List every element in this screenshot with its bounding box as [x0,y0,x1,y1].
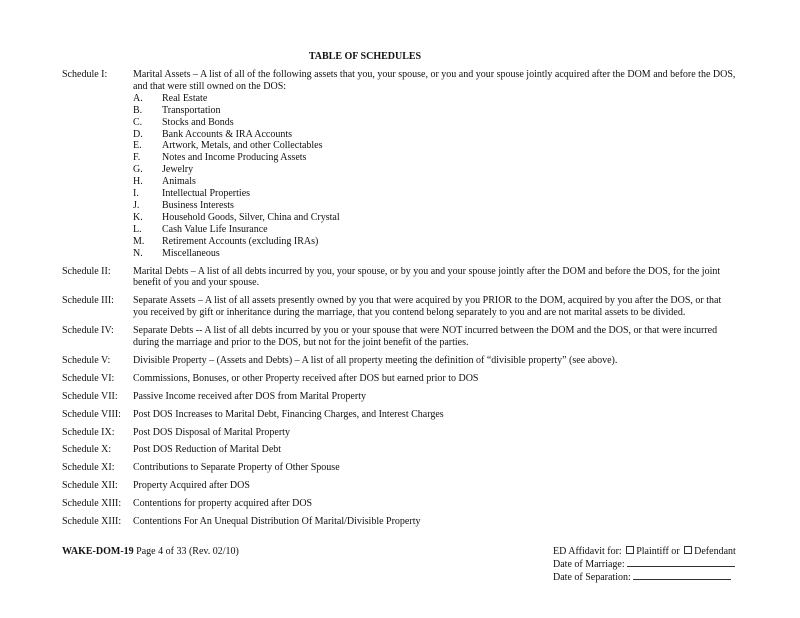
item-letter: C. [133,116,143,128]
asset-category-item [133,152,737,164]
item-letter: I. [133,188,139,200]
schedule-text: Post DOS Disposal of Marital Property [133,426,290,438]
asset-category-item [133,212,737,224]
schedule-description [133,444,737,456]
schedule-text: Commissions, Bonuses, or other Property received after DOS but earned prior to DOS [133,372,479,384]
schedule-list [62,69,742,534]
schedule-description [133,462,737,474]
schedule-label: Schedule XI: [62,462,115,474]
schedule-text: Post DOS Reduction of Marital Debt [133,444,282,456]
schedule-description [133,498,737,510]
schedule-label: Schedule IX: [62,426,115,438]
schedule-description [133,480,737,492]
item-text: Stocks and Bonds [162,116,234,128]
schedule-text: Marital Debts – A list of all debts incurred by you, your spouse, or by you and your spouse jointly after the DOM and before the DOS, for the joint benefit of you and your spouse. [133,265,721,289]
page-info: Page 4 of 33 (Rev. 02/10) [136,546,239,557]
asset-category-item [133,248,737,260]
schedule-row [62,355,742,367]
item-letter: E. [133,140,142,152]
affidavit-footer [553,546,736,584]
page-title: TABLE OF SCHEDULES [308,51,422,62]
item-letter: D. [133,128,143,140]
schedule-description [133,427,737,439]
schedule-description [133,69,737,260]
schedule-text: Contentions For An Unequal Distribution Of Marital/Divisible Property [133,516,421,528]
schedule-row [62,480,742,492]
schedule-row [62,409,742,421]
plaintiff-checkbox[interactable] [626,546,634,554]
asset-category-item [133,224,737,236]
item-text: Cash Value Life Insurance [162,223,268,235]
schedule-description [133,391,737,403]
item-letter: G. [133,164,143,176]
plaintiff-label: Plaintiff [636,546,669,557]
schedule-label: Schedule VI: [62,372,115,384]
schedule-description [133,295,737,319]
schedule-text: Contributions to Separate Property of Other Spouse [133,462,340,474]
asset-category-item [133,117,737,129]
asset-category-item [133,176,737,188]
schedule-label: Schedule VIII: [62,408,121,420]
schedule-text: Post DOS Increases to Marital Debt, Financing Charges, and Interest Charges [133,408,444,420]
item-text: Jewelry [162,164,194,176]
asset-category-item [133,164,737,176]
schedule-label: Schedule XIII: [62,516,122,528]
schedule-label: Schedule I: [62,69,108,80]
schedule-description [133,266,737,290]
date-of-separation-label: Date of Separation: [553,571,631,583]
asset-category-item [133,105,737,117]
schedule-label: Schedule X: [62,444,112,456]
defendant-checkbox[interactable] [684,546,692,554]
schedule-text: Separate Assets – A list of all assets presently owned by you that were acquired by you PRIOR to the DOM, acquired by you after the DOS, or that you received by gift or inheritance during the marriage, that you contend belong separately to you and are not marital assets to be divided. [133,295,722,319]
schedule-row [62,373,742,385]
item-letter: F. [133,152,141,164]
schedule-text: Separate Debts -- A list of all debts incurred by you or your spouse that were NOT incurred between the DOM and the DOS, or that were incurred during the marriage and prior to the DOS, but not for the joint benefit of the parties. [133,325,718,349]
schedule-text: Property Acquired after DOS [133,480,250,492]
schedule-description [133,373,737,385]
schedule-row [62,69,742,260]
or-text: or [671,546,680,557]
schedule-label: Schedule VII: [62,390,118,402]
schedule-row [62,462,742,474]
item-text: Business Interests [162,199,234,211]
item-letter: N. [133,247,143,259]
schedule-description [133,516,737,528]
asset-category-item [133,140,737,152]
schedule-label: Schedule XIII: [62,498,122,510]
schedule-row [62,391,742,403]
item-text: Real Estate [162,92,208,104]
affidavit-label: ED Affidavit for: [553,546,622,557]
date-of-marriage-label: Date of Marriage: [553,558,625,570]
asset-category-item [133,129,737,141]
schedule-label: Schedule III: [62,295,114,307]
schedule-row [62,427,742,439]
asset-category-item [133,236,737,248]
item-text: Retirement Accounts (excluding IRAs) [162,235,319,247]
form-footer [62,546,239,558]
schedule-text: Marital Assets – A list of all of the following assets that you, your spouse, or you and your spouse jointly acquired after the DOM and before the DOS, and that were still owned on the DOS: [133,69,736,92]
schedule-text: Passive Income received after DOS from Marital Property [133,390,366,402]
item-letter: B. [133,104,143,116]
item-text: Notes and Income Producing Assets [162,152,307,164]
schedule-label: Schedule II: [62,265,111,277]
schedule-label: Schedule XII: [62,480,118,492]
item-text: Bank Accounts & IRA Accounts [162,128,292,140]
item-text: Household Goods, Silver, China and Crystal [162,211,340,223]
schedule-row [62,498,742,510]
date-of-separation-field[interactable] [633,571,731,580]
schedule-description [133,409,737,421]
schedule-description [133,355,737,367]
schedule-text: Divisible Property – (Assets and Debts) – A list of all property meeting the definition of “divisible property” (see above). [133,354,618,366]
schedule-description [133,325,737,349]
schedule-row [62,295,742,319]
defendant-label: Defendant [694,546,736,557]
schedule-row [62,325,742,349]
schedule-text: Contentions for property acquired after DOS [133,498,313,510]
item-letter: M. [133,235,145,247]
item-text: Miscellaneous [162,247,220,259]
schedule-row [62,266,742,290]
schedule-label: Schedule IV: [62,325,114,337]
item-text: Transportation [162,104,221,116]
asset-category-item [133,200,737,212]
form-id: WAKE-DOM-19 [62,546,134,557]
date-of-marriage-field[interactable] [627,558,735,567]
item-text: Animals [162,176,196,188]
asset-category-item [133,93,737,105]
item-letter: H. [133,176,143,188]
schedule-row [62,516,742,528]
schedule-row [62,444,742,456]
asset-category-item [133,188,737,200]
item-letter: J. [133,199,140,211]
schedule-label: Schedule V: [62,354,111,366]
item-letter: L. [133,223,142,235]
item-letter: K. [133,211,143,223]
item-text: Intellectual Properties [162,188,251,200]
item-text: Artwork, Metals, and other Collectables [162,140,323,152]
item-letter: A. [133,92,143,104]
